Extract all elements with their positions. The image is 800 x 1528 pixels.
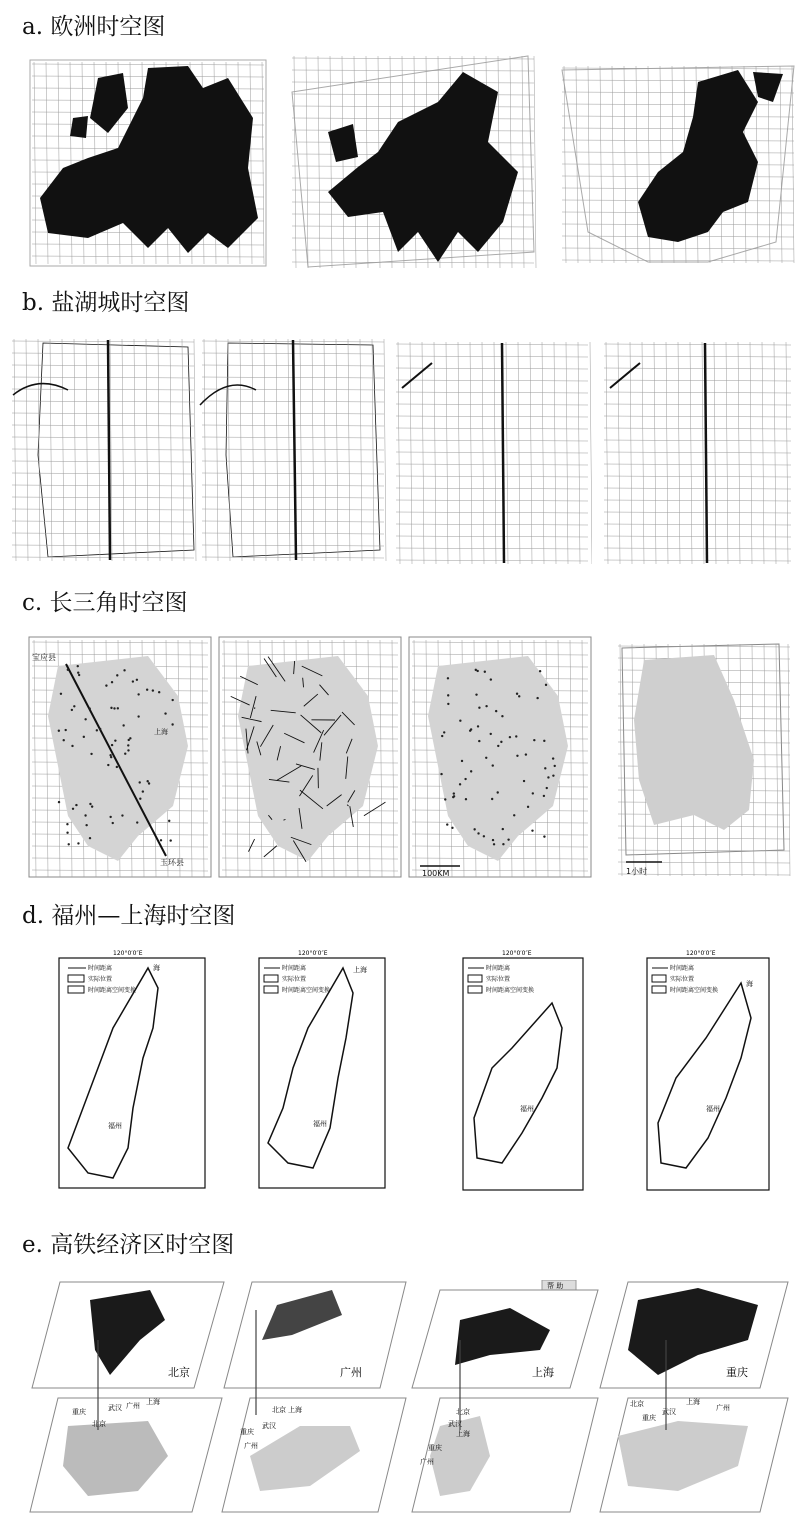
section-a-title: a. 欧洲时空图: [22, 14, 166, 40]
europe-map-1: [28, 58, 268, 268]
upper-city-label: 广州: [340, 1366, 362, 1379]
fz-sh-map-1: [58, 948, 206, 1190]
lower-city-label: 上海: [146, 1398, 160, 1406]
legend-item: 时间距离空间变换: [670, 987, 719, 994]
meridian-label: 120°0′0″E: [502, 950, 532, 957]
slc-map-4: [600, 338, 795, 568]
legend-item: 时间距离空间变换: [282, 987, 331, 994]
scale-time: 1小时: [626, 867, 648, 876]
fz-sh-map-2: [258, 948, 386, 1190]
meridian-label: 120°0′0″E: [113, 950, 143, 957]
legend-item: 实际位置: [88, 976, 113, 983]
city-hai: 海: [746, 980, 753, 988]
legend-item: 实际位置: [486, 976, 511, 983]
city-fuzhou: 福州: [313, 1120, 327, 1128]
legend-item: 时间距离: [486, 965, 511, 972]
lower-city-label: 重庆: [642, 1414, 656, 1422]
yrd-label-top: 宝应县: [32, 653, 56, 662]
lower-city-label: 上海: [288, 1406, 302, 1414]
yrd-map-1: [28, 636, 212, 881]
legend-item: 实际位置: [670, 976, 695, 983]
europe-map-3: [558, 62, 798, 267]
lower-city-label: 上海: [456, 1430, 470, 1438]
slc-map-3: [392, 338, 592, 568]
city-fuzhou: 福州: [706, 1105, 720, 1113]
hsr-connectors: [0, 1280, 800, 1460]
lower-city-label: 广州: [244, 1442, 258, 1450]
yrd-label-bottom: 玉环县: [160, 858, 184, 867]
slc-map-1: [8, 335, 198, 565]
yrd-label-mark: 上海: [154, 728, 168, 736]
meridian-label: 120°0′0″E: [686, 950, 716, 957]
city-shanghai: 上海: [353, 966, 367, 974]
lower-city-label: 武汉: [262, 1422, 276, 1430]
section-e-title: e. 高铁经济区时空图: [22, 1232, 235, 1258]
help-tag-label: 帮 助: [547, 1282, 564, 1290]
lower-city-label: 重庆: [72, 1408, 86, 1416]
lower-city-label: 武汉: [448, 1420, 462, 1428]
legend-item: 实际位置: [282, 976, 307, 983]
section-b-title: b. 盐湖城时空图: [22, 290, 190, 316]
lower-city-label: 北京: [92, 1420, 106, 1428]
lower-city-label: 武汉: [108, 1404, 122, 1412]
city-hai: 海: [153, 964, 160, 972]
scale-km: 100KM: [422, 869, 450, 878]
lower-city-label: 上海: [686, 1398, 700, 1406]
lower-city-label: 广州: [126, 1402, 140, 1410]
lower-city-label: 广州: [420, 1458, 434, 1466]
lower-city-label: 武汉: [662, 1408, 676, 1416]
europe-map-2: [288, 52, 538, 272]
lower-city-label: 北京: [456, 1408, 470, 1416]
fz-sh-map-3: [462, 948, 584, 1194]
section-c-title: c. 长三角时空图: [22, 590, 188, 616]
yrd-map-3: [408, 636, 592, 881]
legend-item: 时间距离: [670, 965, 695, 972]
city-fuzhou: 福州: [520, 1105, 534, 1113]
upper-city-label: 北京: [168, 1366, 190, 1379]
yrd-map-4: [614, 640, 794, 880]
legend-item: 时间距离空间变换: [88, 987, 137, 994]
upper-city-label: 上海: [532, 1366, 554, 1379]
legend-item: 时间距离: [282, 965, 307, 972]
legend-item: 时间距离空间变换: [486, 987, 535, 994]
upper-city-label: 重庆: [726, 1366, 748, 1379]
fz-sh-map-4: [646, 948, 770, 1194]
city-fuzhou: 福州: [108, 1122, 122, 1130]
legend-item: 时间距离: [88, 965, 113, 972]
slc-map-2: [198, 335, 388, 565]
section-d-title: d. 福州—上海时空图: [22, 903, 236, 929]
lower-city-label: 北京: [630, 1400, 644, 1408]
lower-city-label: 重庆: [240, 1428, 254, 1436]
meridian-label: 120°0′0″E: [298, 950, 328, 957]
lower-city-label: 重庆: [428, 1444, 442, 1452]
lower-city-label: 北京: [272, 1406, 286, 1414]
yrd-map-2: [218, 636, 402, 881]
lower-city-label: 广州: [716, 1404, 730, 1412]
